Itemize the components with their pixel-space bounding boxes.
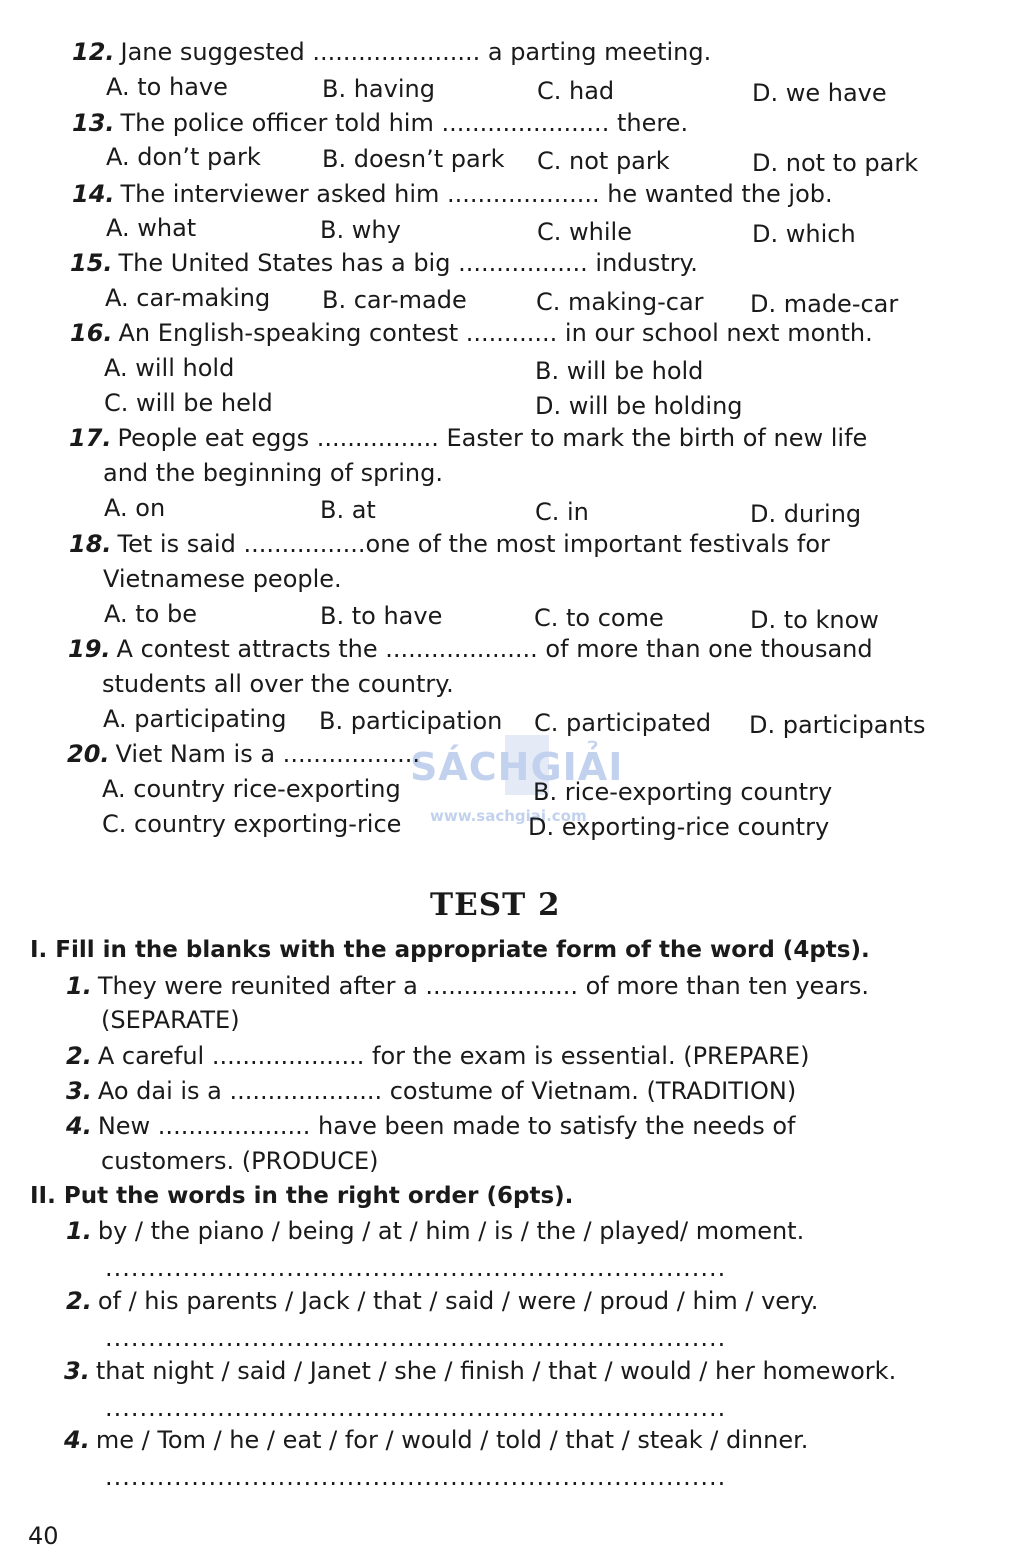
option-d: D. made-car	[750, 290, 899, 318]
watermark-url: www.sachgiai.com	[430, 807, 587, 825]
fill-item-text: New .................... have been made to satisfy the needs of	[97, 1112, 796, 1140]
option-a: A. participating	[103, 705, 287, 733]
question-19: 19. A contest attracts the .................... of more than one thousand	[68, 635, 873, 663]
order-item-text: me / Tom / he / eat / for / would / told / that / steak / dinner.	[95, 1426, 809, 1454]
question-stem-continued: students all over the country.	[102, 670, 454, 698]
question-12: 12. Jane suggested ...................... a parting meeting.	[72, 38, 712, 66]
option-c: C. will be held	[104, 389, 273, 417]
answer-line: ........................................................................	[105, 1254, 727, 1282]
question-stem: The United States has a big ................. industry.	[118, 249, 698, 277]
option-a: A. don’t park	[106, 143, 261, 171]
option-b: B. will be hold	[535, 357, 704, 385]
option-d: D. participants	[749, 711, 926, 739]
option-a: A. to be	[104, 600, 197, 628]
section-heading: II. Put the words in the right order (6pts).	[30, 1183, 574, 1209]
answer-line: ........................................................................	[105, 1394, 727, 1422]
order-item-1: 1. by / the piano / being / at / him / is / the / played/ moment.	[66, 1217, 805, 1245]
question-stem: An English-speaking contest ............ in our school next month.	[118, 319, 873, 347]
fill-item-text-continued: (SEPARATE)	[101, 1006, 240, 1034]
fill-item-4: 4. New .................... have been made to satisfy the needs of	[66, 1112, 796, 1140]
option-d: D. which	[752, 220, 856, 248]
option-b: B. rice-exporting country	[533, 778, 833, 806]
watermark-logo: SÁCHGIẢI	[410, 745, 624, 789]
section-heading: I. Fill in the blanks with the appropriate form of the word (4pts).	[30, 937, 870, 963]
option-a: A. on	[104, 494, 166, 522]
fill-item-1: 1. They were reunited after a .................... of more than ten years.	[66, 972, 870, 1000]
answer-line: ........................................................................	[105, 1324, 727, 1352]
question-stem: The police officer told him ...................... there.	[120, 109, 689, 137]
order-item-3: 3. that night / said / Janet / she / finish / that / would / her homework.	[64, 1357, 897, 1385]
option-a: A. to have	[106, 73, 228, 101]
option-b: B. car-made	[322, 286, 467, 314]
option-c: C. to come	[534, 604, 664, 632]
order-item-4: 4. me / Tom / he / eat / for / would / told / that / steak / dinner.	[64, 1426, 809, 1454]
question-13: 13. The police officer told him ...................... there.	[72, 109, 689, 137]
option-d: D. exporting-rice country	[528, 813, 830, 841]
option-b: B. why	[320, 216, 401, 244]
question-stem: Tet is said ................one of the most important festivals for	[117, 530, 830, 558]
option-c: C. making-car	[536, 288, 704, 316]
fill-item-text: Ao dai is a .................... costume of Vietnam. (TRADITION)	[97, 1077, 797, 1105]
option-c: C. participated	[534, 709, 712, 737]
option-d: D. not to park	[752, 149, 919, 177]
option-c: C. had	[537, 77, 615, 105]
page-number: 40	[28, 1522, 59, 1550]
question-stem: Viet Nam is a ..................	[115, 740, 421, 768]
option-d: D. during	[750, 500, 862, 528]
question-stem: Jane suggested ...................... a parting meeting.	[120, 38, 712, 66]
option-a: A. country rice-exporting	[102, 775, 401, 803]
fill-item-2: 2. A careful .................... for the exam is essential. (PREPARE)	[66, 1042, 810, 1070]
option-d: D. to know	[750, 606, 879, 634]
question-stem-continued: Vietnamese people.	[103, 565, 342, 593]
option-c: C. not park	[537, 147, 670, 175]
order-item-text: of / his parents / Jack / that / said / were / proud / him / very.	[97, 1287, 819, 1315]
question-15: 15. The United States has a big ................. industry.	[70, 249, 698, 277]
question-20: 20. Viet Nam is a ..................	[67, 740, 421, 768]
question-17: 17. People eat eggs ................ Easter to mark the birth of new life	[69, 424, 868, 452]
question-14: 14. The interviewer asked him .................... he wanted the job.	[72, 180, 833, 208]
order-item-text: that night / said / Janet / she / finish / that / would / her homework.	[95, 1357, 897, 1385]
option-c: C. country exporting-rice	[102, 810, 402, 838]
option-a: A. will hold	[104, 354, 235, 382]
option-c: C. in	[535, 498, 589, 526]
fill-item-text: A careful .................... for the exam is essential. (PREPARE)	[97, 1042, 810, 1070]
question-stem: A contest attracts the .................... of more than one thousand	[116, 635, 873, 663]
option-b: B. to have	[320, 602, 443, 630]
fill-item-3: 3. Ao dai is a .................... costume of Vietnam. (TRADITION)	[66, 1077, 797, 1105]
question-stem: People eat eggs ................ Easter to mark the birth of new life	[117, 424, 868, 452]
test-title: TEST 2	[430, 887, 561, 923]
fill-item-text-continued: customers. (PRODUCE)	[101, 1147, 379, 1175]
option-b: B. at	[320, 496, 376, 524]
question-stem-continued: and the beginning of spring.	[103, 459, 443, 487]
order-item-2: 2. of / his parents / Jack / that / said / were / proud / him / very.	[66, 1287, 819, 1315]
answer-line: ........................................................................	[105, 1463, 727, 1491]
option-c: C. while	[537, 218, 632, 246]
option-b: B. doesn’t park	[322, 145, 505, 173]
fill-item-text: They were reunited after a .................... of more than ten years.	[97, 972, 870, 1000]
order-item-text: by / the piano / being / at / him / is / the / played/ moment.	[97, 1217, 805, 1245]
option-b: B. participation	[319, 707, 503, 735]
question-16: 16. An English-speaking contest ............ in our school next month.	[70, 319, 873, 347]
option-d: D. will be holding	[535, 392, 743, 420]
option-b: B. having	[322, 75, 435, 103]
option-a: A. car-making	[105, 284, 271, 312]
question-stem: The interviewer asked him .................... he wanted the job.	[120, 180, 833, 208]
option-d: D. we have	[752, 79, 887, 107]
option-a: A. what	[106, 214, 197, 242]
question-18: 18. Tet is said ................one of the most important festivals for	[69, 530, 830, 558]
